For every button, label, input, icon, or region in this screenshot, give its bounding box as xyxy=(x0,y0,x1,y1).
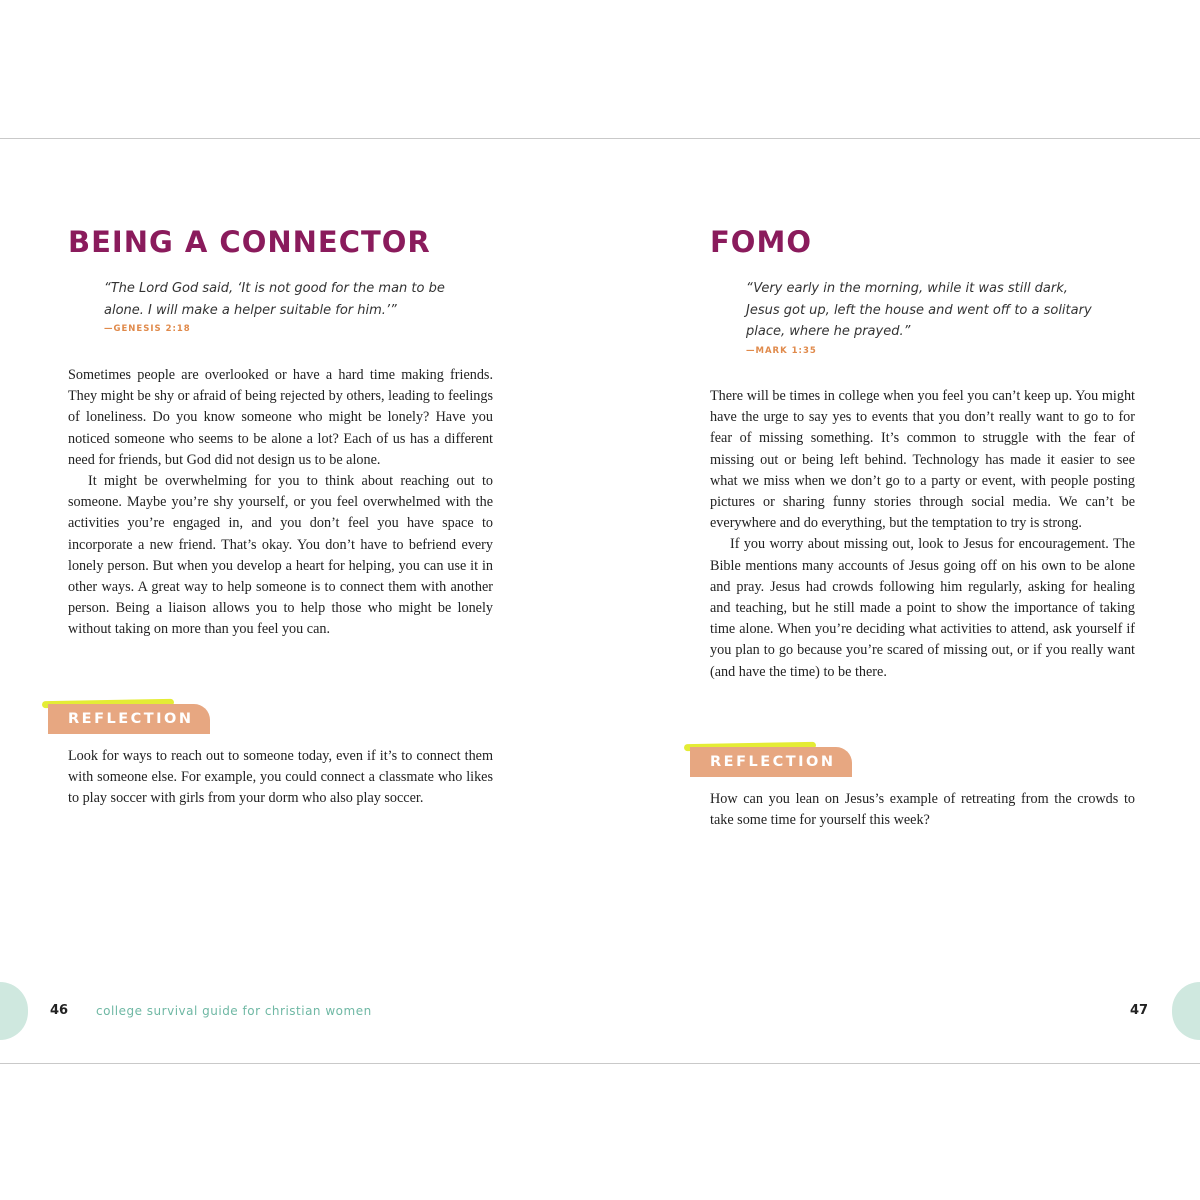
left-body xyxy=(68,365,493,641)
left-reflection-text: Look for ways to reach out to someone today, even if it’s to connect them with someone else. For example, you could connect a classmate who likes to play soccer with girls from your dorm who also play soccer. xyxy=(68,748,493,807)
right-quote: “Very early in the morning, while it was still dark, Jesus got up, left the house and went off to a solitary place, where he prayed.” xyxy=(746,281,1092,339)
right-page-number: 47 xyxy=(1130,1003,1149,1018)
left-paragraph-2: It might be overwhelming for you to think about reaching out to someone. Maybe you’re shy yourself, or you feel overwhelmed with the activities you’re engaged in, and you don’t feel you have space to incorporate a new friend. That’s okay. You don’t have to befriend every lonely person. But when you develop a heart for helping, you can use it in other ways. A great way to help someone is to connect them with another person. Being a liaison allows you to help those who might be lonely without taking on more than you feel you can. xyxy=(68,473,493,638)
left-page-tab xyxy=(0,982,28,1040)
right-paragraph-2: If you worry about missing out, look to Jesus for encouragement. The Bible mentions many accounts of Jesus going off on his own to be alone and pray. Jesus had crowds following him regularly, asking for healing and teaching, but he still made a point to show the importance of taking time alone. When you’re deciding what activities to attend, ask yourself if you plan to go because you’re scared of missing out, or if you really want (and have the time) to be there. xyxy=(710,536,1135,680)
left-reflection-body xyxy=(68,746,493,810)
right-reflection-tag xyxy=(690,743,870,779)
left-paragraph-1: Sometimes people are overlooked or have a hard time making friends. They might be shy or afraid of being rejected by others, leading to feelings of loneliness. Do you know someone who might be lonely? Have you noticed someone who seems to be alone a lot? Each of us has a different need for friends, but God did not design us to be alone. xyxy=(68,367,493,468)
left-epigraph xyxy=(104,278,464,334)
book-spread xyxy=(0,138,1200,1064)
left-reflection-label: REFLECTION xyxy=(68,711,194,727)
right-citation: —MARK 1:35 xyxy=(746,345,817,356)
right-body xyxy=(710,386,1135,683)
left-reflection-label-box xyxy=(48,704,210,734)
right-reflection-text: How can you lean on Jesus’s example of retreating from the crowds to take some time for yourself this week? xyxy=(710,791,1135,829)
left-page-number: 46 xyxy=(50,1003,69,1018)
left-quote: “The Lord God said, ‘It is not good for the man to be alone. I will make a helper suitable for him.’” xyxy=(104,281,445,318)
right-page-heading: FOMO xyxy=(710,225,812,259)
right-reflection-body xyxy=(710,789,1135,831)
left-reflection-tag xyxy=(48,700,228,736)
right-page-tab xyxy=(1172,982,1200,1040)
footer-book-title: college survival guide for christian women xyxy=(96,1004,372,1018)
left-citation: —GENESIS 2:18 xyxy=(104,324,191,334)
right-reflection-label: REFLECTION xyxy=(710,754,836,770)
right-paragraph-1: There will be times in college when you feel you can’t keep up. You might have the urge to say yes to events that you don’t really want to go to for fear of missing something. It’s common to struggle with the fear of missing out or being left behind. Technology has made it easier to see what we miss when we don’t go to a party or event, with people posting pictures or sharing funny stories through social media. We can’t be everywhere and do everything, but the temptation to try is strong. xyxy=(710,388,1135,532)
left-page-heading: BEING A CONNECTOR xyxy=(68,225,431,259)
right-epigraph xyxy=(746,278,1096,356)
right-reflection-label-box xyxy=(690,747,852,777)
